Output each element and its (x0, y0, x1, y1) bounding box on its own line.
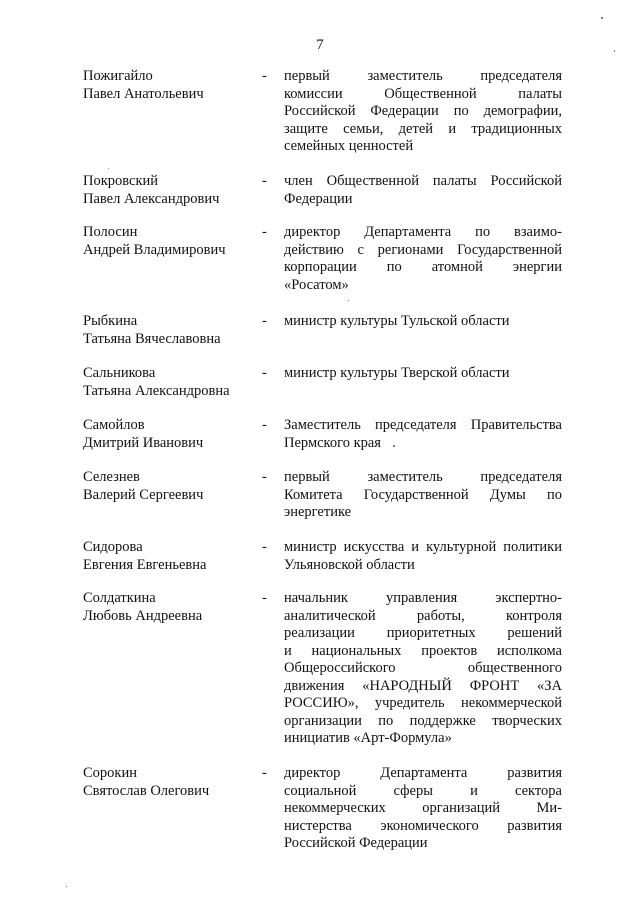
description-line: движения «НАРОДНЫЙ ФРОНТ «ЗА (284, 677, 562, 694)
person-name (83, 365, 253, 400)
list-item (0, 224, 640, 296)
description-line: Российской Федерации по демографии, (284, 103, 562, 119)
person-name (83, 765, 253, 800)
person-name (83, 224, 253, 259)
description-line: реализации приоритетных решений (284, 625, 562, 641)
scan-speck (66, 886, 67, 887)
person-surname: Сорокин (83, 765, 137, 781)
description-line: комиссии Общественной палаты (284, 85, 562, 102)
description-line: и национальных проектов исполкома (284, 642, 562, 659)
person-given-names: Татьяна Александровна (83, 382, 230, 399)
list-item (0, 68, 640, 158)
description-line: член Общественной палаты Российской (284, 173, 562, 189)
person-surname: Селезнев (83, 469, 140, 485)
description-line: министр культуры Тульской области (284, 313, 510, 329)
position-description (284, 417, 562, 452)
list-item (0, 173, 640, 213)
scan-speck (108, 168, 109, 169)
description-line: РОССИЮ», учредитель некоммерческой (284, 695, 562, 711)
position-description (284, 313, 562, 331)
person-name (83, 590, 253, 625)
list-item (0, 539, 640, 575)
description-line: некоммерческих организаций Ми- (284, 800, 562, 816)
person-given-names: Святослав Олегович (83, 782, 210, 799)
description-line: Комитета Государственной Думы по (284, 486, 562, 503)
description-line: первый заместитель председателя (284, 469, 562, 485)
description-line: нистерства экономического развития (284, 817, 562, 834)
list-item (0, 590, 640, 750)
description-line: Российской Федерации (284, 835, 428, 851)
person-name (83, 313, 253, 348)
page-number: 7 (316, 37, 324, 53)
description-line: семейных ценностей (284, 138, 414, 154)
separator-dash: - (262, 68, 267, 84)
description-line: Ульяновской области (284, 556, 415, 573)
separator-dash: - (262, 173, 267, 189)
list-item (0, 469, 640, 523)
scan-speck (601, 17, 603, 19)
position-description (284, 590, 562, 748)
separator-dash: - (262, 539, 267, 555)
position-description (284, 68, 562, 156)
description-line: Федерации (284, 190, 353, 207)
person-given-names: Евгения Евгеньевна (83, 556, 207, 573)
scan-speck (393, 445, 395, 447)
description-line: «Росатом» (284, 276, 349, 293)
list-item (0, 765, 640, 855)
description-line: действию с регионами Государственной (284, 241, 562, 258)
list-item (0, 417, 640, 453)
separator-dash: - (262, 313, 267, 329)
description-line: Пермского края (284, 434, 381, 451)
description-line: инициатив «Арт-Формула» (284, 730, 452, 746)
description-line: социальной сферы и сектора (284, 782, 562, 799)
separator-dash: - (262, 224, 267, 240)
person-given-names: Любовь Андреевна (83, 607, 203, 624)
description-line: первый заместитель председателя (284, 68, 562, 84)
person-given-names: Андрей Владимирович (83, 241, 226, 258)
separator-dash: - (262, 469, 267, 485)
list-item (0, 365, 640, 401)
person-surname: Покровский (83, 173, 159, 189)
person-surname: Самойлов (83, 417, 145, 433)
person-given-names: Павел Александрович (83, 190, 220, 207)
position-description (284, 539, 562, 574)
separator-dash: - (262, 365, 267, 381)
person-given-names: Дмитрий Иванович (83, 434, 204, 451)
position-description (284, 765, 562, 853)
person-surname: Рыбкина (83, 313, 138, 329)
position-description (284, 173, 562, 208)
description-line: защите семьи, детей и традиционных (284, 120, 562, 137)
description-line: организации по поддержке творческих (284, 712, 562, 729)
position-description (284, 469, 562, 522)
position-description (284, 224, 562, 294)
description-line: корпорации по атомной энергии (284, 259, 562, 275)
separator-dash: - (262, 765, 267, 781)
person-name (83, 173, 253, 208)
person-surname: Пожигайло (83, 68, 153, 84)
scan-speck (348, 300, 349, 301)
description-line: директор Департамента развития (284, 765, 562, 781)
list-item (0, 313, 640, 349)
person-name (83, 539, 253, 574)
person-given-names: Татьяна Вячеславовна (83, 330, 221, 347)
person-surname: Солдаткина (83, 590, 156, 606)
separator-dash: - (262, 590, 267, 606)
person-name (83, 417, 253, 452)
description-line: энергетике (284, 504, 352, 520)
separator-dash: - (262, 417, 267, 433)
description-line: министр искусства и культурной политики (284, 539, 562, 555)
person-surname: Сальникова (83, 365, 156, 381)
description-line: начальник управления экспертно- (284, 590, 562, 606)
description-line: Общероссийского общественного (284, 660, 562, 676)
description-line: министр культуры Тверской области (284, 365, 510, 381)
person-given-names: Валерий Сергеевич (83, 486, 204, 503)
position-description (284, 365, 562, 383)
scan-speck (614, 50, 615, 52)
description-line: аналитической работы, контроля (284, 607, 562, 624)
person-name (83, 68, 253, 103)
description-line: директор Департамента по взаимо- (284, 224, 562, 240)
description-line: Заместитель председателя Правительства (284, 417, 562, 433)
person-surname: Полосин (83, 224, 138, 240)
person-name (83, 469, 253, 504)
person-surname: Сидорова (83, 539, 143, 555)
person-given-names: Павел Анатольевич (83, 85, 204, 102)
